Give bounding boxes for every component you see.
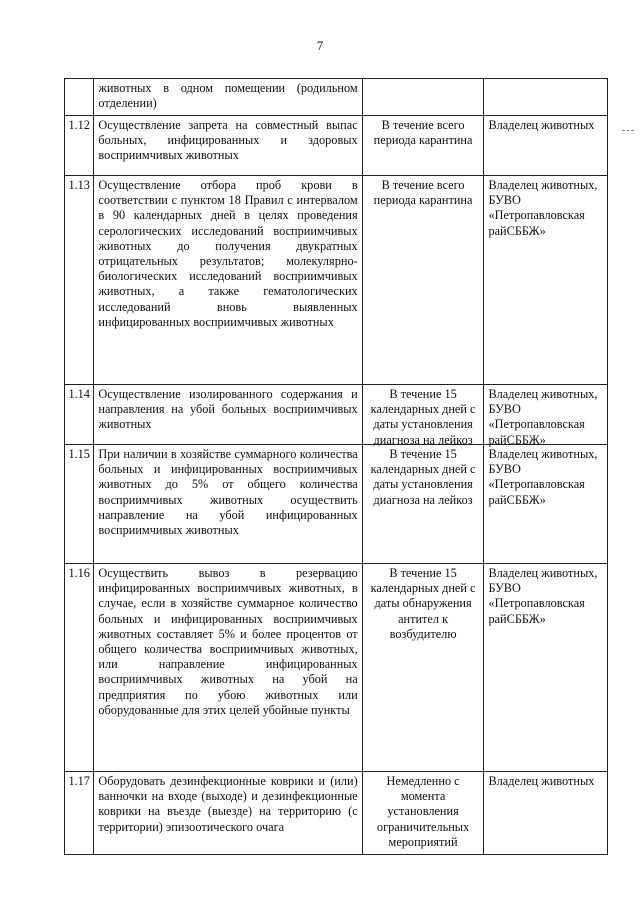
row-number: 1.17 <box>65 772 94 854</box>
row-action: Оборудовать дезинфекционные коврики и (или) ванночки на входе (выходе) и дезинфекционные коврики на въезде (выезде) на территорию (с территории) эпизоотического очага <box>94 772 362 854</box>
row-responsible <box>484 79 608 115</box>
measures-table <box>64 78 608 855</box>
row-action: При наличии в хозяйстве суммарного количества больных и инфицированных восприимчивых животных до 5% от общего количества восприимчивых животных осуществить направление на убой инфицированных восприимчивых животных <box>94 445 362 563</box>
row-responsible: Владелец животных, БУВО «Петропавловская райСББЖ» <box>484 445 608 563</box>
row-term <box>363 79 485 115</box>
table-row <box>65 176 608 385</box>
table-row <box>65 116 608 176</box>
table-row <box>65 445 608 564</box>
row-responsible: Владелец животных, БУВО «Петропавловская райСББЖ» <box>484 564 608 771</box>
row-action: животных в одном помещении (родильном отделении) <box>94 79 362 115</box>
table-row <box>65 564 608 772</box>
row-number <box>65 79 94 115</box>
row-responsible: Владелец животных <box>484 772 608 854</box>
row-action: Осуществление изолированного содержания и направления на убой больных восприимчивых животных <box>94 385 362 444</box>
row-action: Осуществление запрета на совместный выпас больных, инфицированных и здоровых восприимчивых животных <box>94 116 362 175</box>
row-term: В течение 15 календарных дней с даты установления диагноза на лейкоз <box>363 385 485 444</box>
row-term: В течение 15 календарных дней с даты установления диагноза на лейкоз <box>363 445 485 563</box>
row-term: В течение всего периода карантина <box>363 116 485 175</box>
table-row <box>65 385 608 445</box>
row-number: 1.13 <box>65 176 94 384</box>
row-action: Осуществление отбора проб крови в соответствии с пунктом 18 Правил с интервалом в 90 календарных дней в целях проведения серологических исследований восприимчивых животных до получения двукратных отрицательных результатов; молекулярно-биологических исследований восприимчивых животных, а также гематологических исследований вновь выявленных инфицированных восприимчивых животных <box>94 176 362 384</box>
row-responsible: Владелец животных <box>484 116 608 175</box>
row-term: В течение всего периода карантина <box>363 176 485 384</box>
row-number: 1.15 <box>65 445 94 563</box>
row-term: Немедленно с момента установления ограничительных мероприятий <box>363 772 485 854</box>
table-row <box>65 772 608 855</box>
row-action: Осуществить вывоз в резервацию инфицированных восприимчивых животных, в случае, если в хозяйстве суммарное количество больных и инфицированных восприимчивых животных составляет 5% и более процентов от общего количества восприимчивых животных, или направление инфицированных восприимчивых животных на убой на предприятия по убою животных или оборудованные для этих целей убойные пункты <box>94 564 362 771</box>
row-responsible: Владелец животных, БУВО «Петропавловская райСББЖ» <box>484 385 608 444</box>
table-row <box>65 79 608 116</box>
row-number: 1.14 <box>65 385 94 444</box>
row-number: 1.16 <box>65 564 94 771</box>
row-responsible: Владелец животных, БУВО «Петропавловская райСББЖ» <box>484 176 608 384</box>
row-number: 1.12 <box>65 116 94 175</box>
row-term: В течение 15 календарных дней с даты обнаружения антител к возбудителю <box>363 564 485 771</box>
page-number: 7 <box>316 38 324 53</box>
scan-margin-mark <box>622 130 634 131</box>
